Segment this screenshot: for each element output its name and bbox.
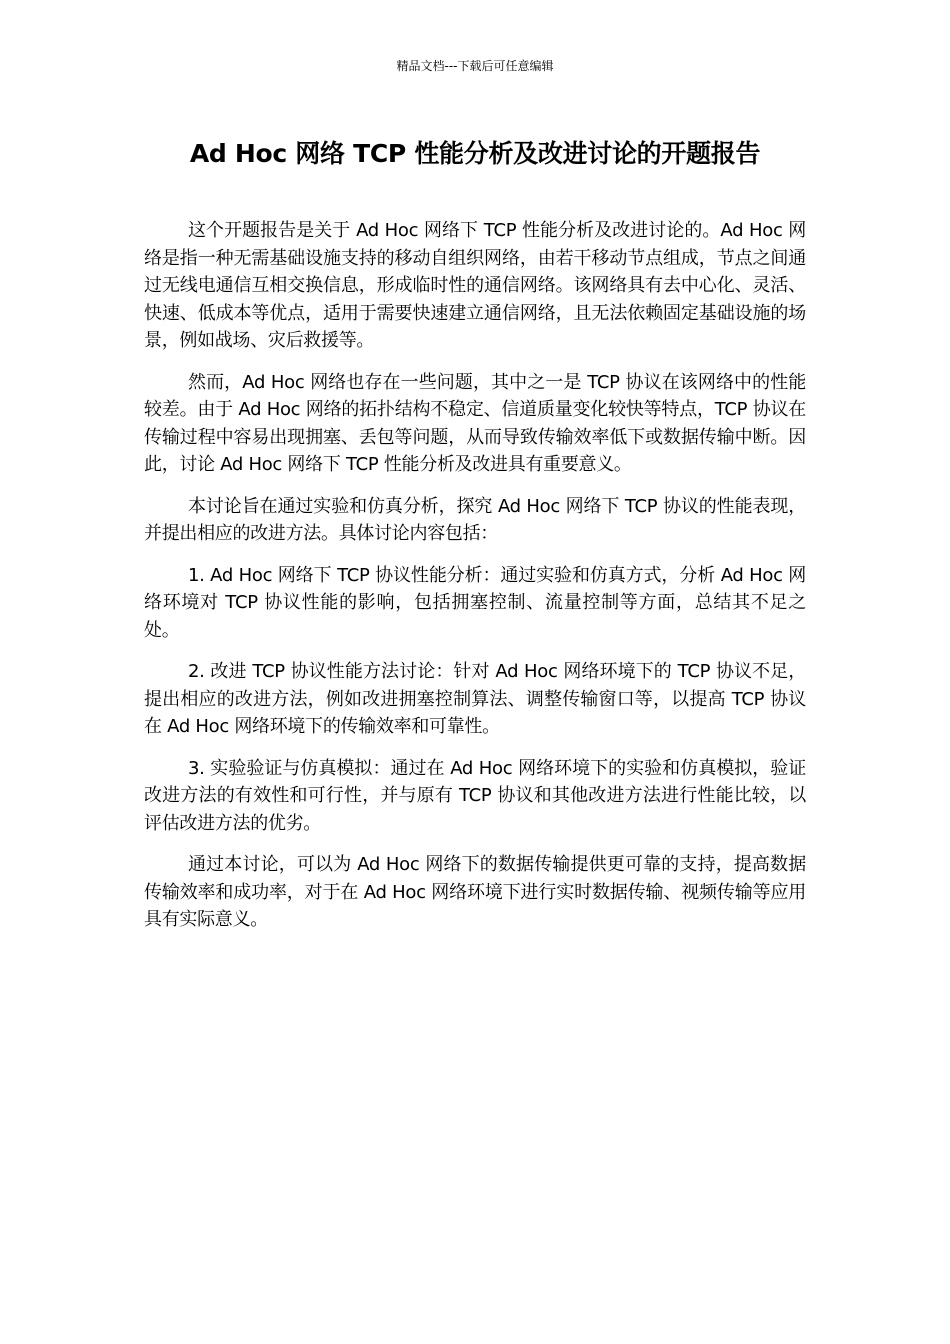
paragraph-conclusion: 通过本讨论，可以为 Ad Hoc 网络下的数据传输提供更可靠的支持，提高数据传输效率和成功率，对于在 Ad Hoc 网络环境下进行实时数据传输、视频传输等应用具有实际意义。 — [144, 854, 806, 930]
list-item-validation: 3. 实验验证与仿真模拟：通过在 Ad Hoc 网络环境下的实验和仿真模拟，验证改进方法的有效性和可行性，并与原有 TCP 协议和其他改进方法进行性能比较，以评估改进方法的优劣。 — [144, 757, 806, 834]
paragraph-objective: 本讨论旨在通过实验和仿真分析，探究 Ad Hoc 网络下 TCP 协议的性能表现，并提出相应的改进方法。具体讨论内容包括： — [144, 495, 806, 544]
list-item-analysis: 1. Ad Hoc 网络下 TCP 协议性能分析：通过实验和仿真方式，分析 Ad Hoc 网络环境对 TCP 协议性能的影响，包括拥塞控制、流量控制等方面，总结其不足之处。 — [144, 564, 806, 641]
document-title: Ad Hoc 网络 TCP 性能分析及改进讨论的开题报告 — [189, 139, 761, 168]
list-item-improvement: 2. 改进 TCP 协议性能方法讨论：针对 Ad Hoc 网络环境下的 TCP 协议不足，提出相应的改进方法，例如改进拥塞控制算法、调整传输窗口等，以提高 TCP 协议在 Ad Hoc 网络环境下的传输效率和可靠性。 — [144, 661, 806, 737]
paragraph-intro: 这个开题报告是关于 Ad Hoc 网络下 TCP 性能分析及改进讨论的。Ad Hoc 网络是指一种无需基础设施支持的移动自组织网络，由若干移动节点组成，节点之间通过无线电通信互相交换信息，形成临时性的通信网络。该网络具有去中心化、灵活、快速、低成本等优点，适用于需要快速建立通信网络，且无法依赖固定基础设施的场景，例如战场、灾后救援等。 — [144, 220, 806, 351]
page-header: 精品文档---下载后可任意编辑 — [396, 59, 554, 73]
paragraph-problem: 然而，Ad Hoc 网络也存在一些问题，其中之一是 TCP 协议在该网络中的性能较差。由于 Ad Hoc 网络的拓扑结构不稳定、信道质量变化较快等特点，TCP 协议在传输过程中容易出现拥塞、丢包等问题，从而导致传输效率低下或数据传输中断。因此，讨论 Ad Hoc 网络下 TCP 性能分析及改进具有重要意义。 — [144, 371, 806, 475]
document-body — [144, 217, 806, 948]
